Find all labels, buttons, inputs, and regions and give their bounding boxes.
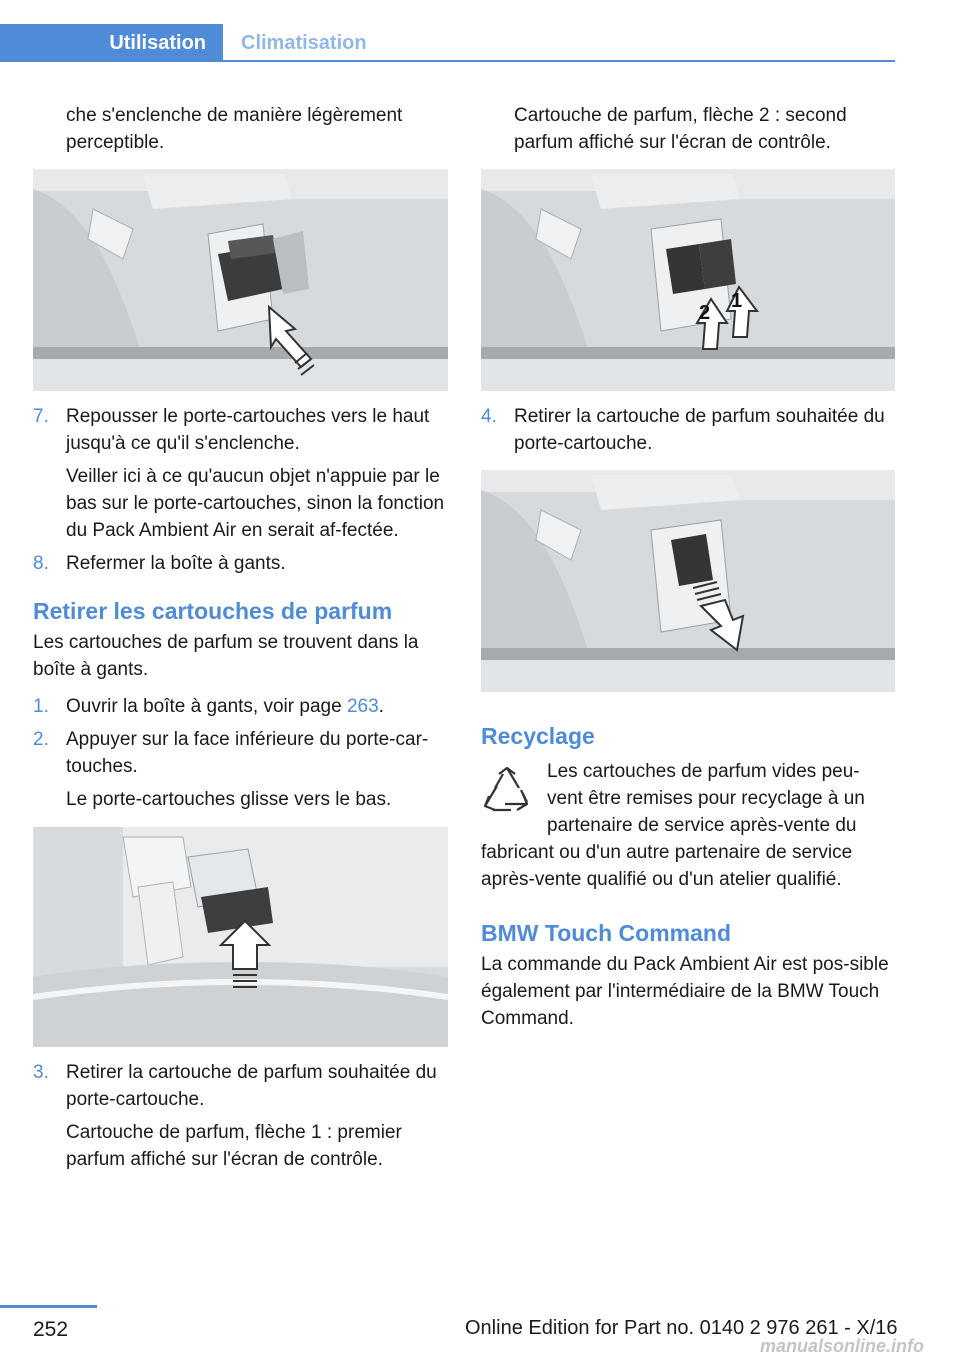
step-3-number: 3.: [33, 1062, 49, 1083]
step-1-text: [66, 693, 448, 720]
recycling-block: [481, 758, 895, 893]
step-8-text: Refermer la boîte à gants.: [66, 553, 286, 574]
arrow-label-1: 1: [731, 290, 743, 312]
section-intro: Les cartouches de parfum se trouvent dans la boîte à gants.: [33, 632, 419, 680]
step-8-number: 8.: [33, 553, 49, 574]
photo-cartridge-holder-slide: [33, 827, 448, 1047]
right-intro-text: Cartouche de parfum, flèche 2 : second parfum affiché sur l'écran de contrôle.: [514, 105, 847, 153]
step-3: [33, 1059, 448, 1113]
photo-cartridge-holder-push: [33, 169, 448, 391]
step-1-end: .: [378, 696, 384, 717]
recycle-icon: [481, 764, 533, 816]
step-4-text: Retirer la cartouche de parfum souhaitée du porte-cartouche.: [514, 406, 885, 454]
left-column: [33, 102, 448, 1173]
recycling-text: Les cartouches de parfum vides peu-vent être remises pour recyclage à un partenaire de service après-vente du fabricant ou d'un autre partenaire de service après-vente qualifié ou d'un atelier qualifié.: [481, 761, 865, 890]
tab-utilisation[interactable]: Utilisation: [0, 24, 223, 62]
step-1-label: Ouvrir la boîte à gants, voir page: [66, 696, 347, 717]
step-2-note: Le porte-cartouches glisse vers le bas.: [66, 789, 392, 810]
step-7-text: Repousser le porte-cartouches vers le haut jusqu'à ce qu'il s'enclenche.: [66, 406, 430, 454]
right-column: [481, 102, 895, 1032]
chapter-tabs: [0, 24, 895, 62]
step-7: [33, 403, 448, 457]
section-heading-touch-command: BMW Touch Command: [481, 920, 731, 946]
photo-cartridge-removal: [481, 470, 895, 692]
step-2: [33, 726, 448, 780]
step-7-note: Veiller ici à ce qu'aucun objet n'appuie par le bas sur le porte-cartouches, sinon la fonction du Pack Ambient Air en serait af-fectée.: [66, 466, 445, 541]
step-2-number: 2.: [33, 729, 49, 750]
step-3-text: Retirer la cartouche de parfum souhaitée du porte-cartouche.: [66, 1062, 437, 1110]
arrow-label-2: 2: [699, 302, 711, 324]
header-rule: [0, 60, 895, 62]
tab-climatisation[interactable]: Climatisation: [241, 31, 367, 54]
step-2-text: Appuyer sur la face inférieure du porte-car-touches.: [66, 729, 429, 777]
step-1: [33, 693, 448, 720]
section-heading-remove: Retirer les cartouches de parfum: [33, 598, 393, 624]
photo-two-cartridges: [481, 169, 895, 391]
intro-text: che s'enclenche de manière légèrement perceptible.: [66, 105, 403, 153]
step-1-number: 1.: [33, 696, 49, 717]
footer-rule: [0, 1305, 97, 1308]
step-4-number: 4.: [481, 406, 497, 427]
page-number: 252: [33, 1318, 69, 1341]
edition-note: Online Edition for Part no. 0140 2 976 261 - X/16: [465, 1317, 898, 1339]
section-heading-recycling: Recyclage: [481, 723, 595, 749]
page-263-link[interactable]: 263: [346, 696, 379, 717]
watermark: manualsonline.info: [760, 1336, 925, 1356]
step-7-number: 7.: [33, 406, 49, 427]
step-8: [33, 550, 448, 577]
touch-command-text: La commande du Pack Ambient Air est pos-sible également par l'intermédiaire de la BMW Touch Command.: [481, 954, 889, 1029]
step-4: [481, 403, 895, 457]
step-3-note: Cartouche de parfum, flèche 1 : premier parfum affiché sur l'écran de contrôle.: [66, 1122, 402, 1170]
